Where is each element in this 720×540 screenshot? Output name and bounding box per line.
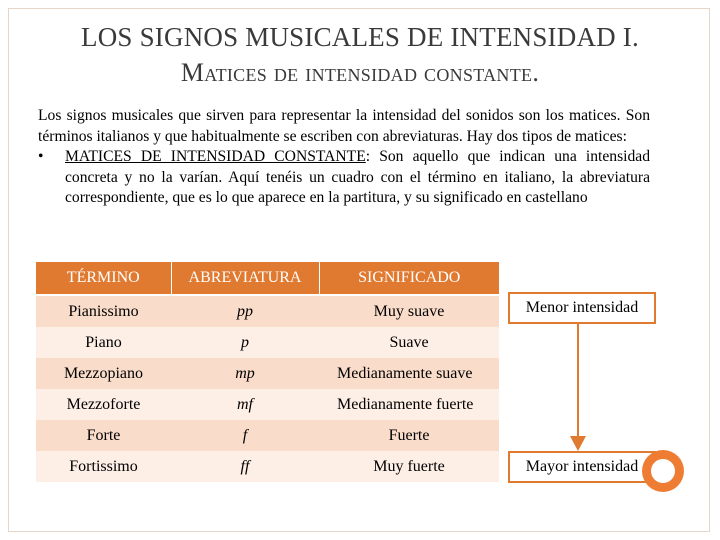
meaning-cell: Muy suave	[319, 295, 499, 327]
table-row	[36, 420, 499, 451]
term-cell: Piano	[36, 327, 171, 358]
meaning-cell: Medianamente suave	[319, 358, 499, 389]
lower-intensity-label: Menor intensidad	[508, 292, 656, 324]
bullet-content	[65, 147, 650, 209]
abbreviation-cell: mf	[171, 389, 319, 420]
abbreviation-cell: mp	[171, 358, 319, 389]
body-text	[38, 106, 650, 209]
meaning-cell: Suave	[319, 327, 499, 358]
slide-title: LOS SIGNOS MUSICALES DE INTENSIDAD I.	[81, 22, 639, 52]
abbreviation-cell: f	[171, 420, 319, 451]
meaning-cell: Muy fuerte	[319, 451, 499, 482]
term-cell: Fortissimo	[36, 451, 171, 482]
dynamics-table	[36, 262, 499, 482]
term-cell: Mezzoforte	[36, 389, 171, 420]
meaning-cell: Medianamente fuerte	[319, 389, 499, 420]
abbreviation-cell: p	[171, 327, 319, 358]
table-header-row	[36, 262, 499, 295]
arrow-head-icon	[570, 436, 586, 451]
header-abbreviation: ABREVIATURA	[171, 262, 319, 295]
abbreviation-cell: pp	[171, 295, 319, 327]
bullet-description: : Son aquello que indican una intensidad concreta y no la varían. Aquí tenéis un cuadro con el término en italiano, la abreviatura correspondiente, que es lo que aparece en la partitura, y su significado en castellano	[65, 148, 650, 206]
arrow-down-icon	[577, 324, 579, 437]
meaning-cell: Fuerte	[319, 420, 499, 451]
bullet-heading: MATICES DE INTENSIDAD CONSTANTE	[65, 148, 366, 165]
bullet-item	[38, 147, 650, 209]
circle-decoration-icon	[642, 450, 684, 492]
header-term: TÉRMINO	[36, 262, 171, 295]
header-meaning: SIGNIFICADO	[319, 262, 499, 295]
table-row	[36, 358, 499, 389]
higher-intensity-label: Mayor intensidad	[508, 451, 656, 483]
intro-paragraph: Los signos musicales que sirven para representar la intensidad del sonidos son los matices. Son términos italianos y que habitualmente se escriben con abreviaturas. Hay dos tipos de matices:	[38, 107, 650, 145]
term-cell: Pianissimo	[36, 295, 171, 327]
slide-subtitle: Matices de intensidad constante.	[180, 58, 540, 87]
bullet-mark: •	[38, 148, 44, 165]
term-cell: Forte	[36, 420, 171, 451]
table-row	[36, 295, 499, 327]
table-row	[36, 327, 499, 358]
table-row	[36, 389, 499, 420]
abbreviation-cell: ff	[171, 451, 319, 482]
term-cell: Mezzopiano	[36, 358, 171, 389]
table-row	[36, 451, 499, 482]
